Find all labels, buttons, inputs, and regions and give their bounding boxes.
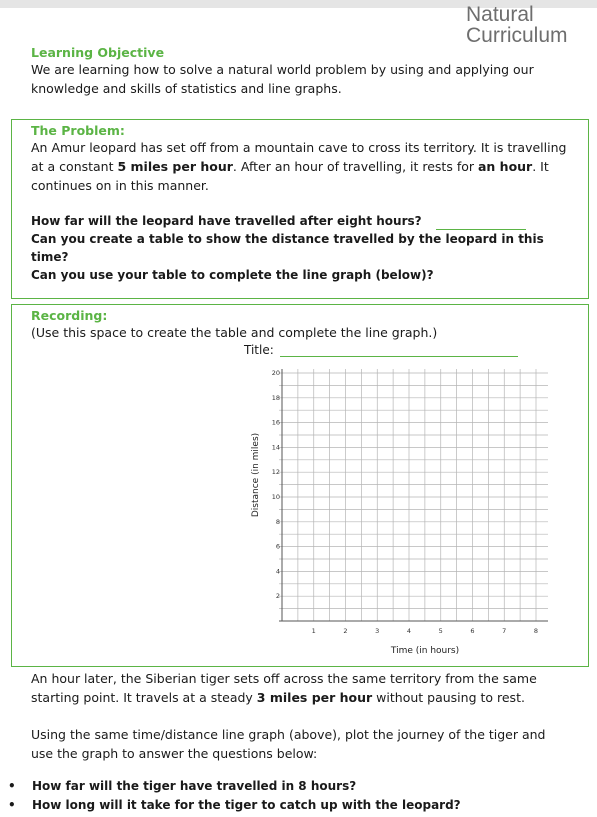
line-graph xyxy=(232,365,572,665)
x-tick-label: 7 xyxy=(502,627,507,635)
learning-objective xyxy=(31,45,571,98)
problem-text: An Amur leopard has set off from a mountain cave to cross its territory. It is travelling at a constant 5 miles per hour. After an hour of travelling, it rests for an hour. It continues on in this manner. xyxy=(31,140,567,193)
recording-heading: Recording: xyxy=(31,308,108,323)
x-tick-label: 4 xyxy=(406,627,412,635)
x-tick-label: 5 xyxy=(438,627,443,635)
logo-line-2: Curriculum xyxy=(466,24,568,47)
y-axis-label: Distance (in miles) xyxy=(251,432,261,518)
tiger-instructions: Using the same time/distance line graph (above), plot the journey of the tiger and use the graph to answer the questions below: xyxy=(31,727,546,761)
learning-objective-text: We are learning how to solve a natural world problem by using and applying our knowledge and skills of statistics and line graphs. xyxy=(31,62,534,96)
y-tick-label: 14 xyxy=(271,443,280,452)
y-tick-label: 12 xyxy=(271,468,280,477)
bullet-question-2: • How long will it take for the tiger to catch up with the leopard? xyxy=(8,798,461,812)
logo xyxy=(466,4,568,46)
recording-instruction: (Use this space to create the table and complete the line graph.) xyxy=(31,325,438,340)
y-tick-label: 18 xyxy=(271,393,280,402)
answer-blank[interactable] xyxy=(436,217,526,230)
x-tick-label: 8 xyxy=(533,627,539,635)
recording-box xyxy=(11,304,589,667)
y-tick-label: 4 xyxy=(275,567,280,576)
question-list xyxy=(8,777,588,815)
learning-objective-heading: Learning Objective xyxy=(31,45,165,60)
x-axis-label: Time (in hours) xyxy=(390,646,460,656)
tiger-section xyxy=(31,669,571,763)
chart-title-row xyxy=(244,343,518,357)
question-1: How far will the leopard have travelled after eight hours? xyxy=(31,212,576,230)
bullet-question-1: • How far will the tiger have travelled in 8 hours? xyxy=(8,779,357,793)
title-label: Title: xyxy=(244,343,274,357)
y-tick-label: 20 xyxy=(271,369,280,377)
y-tick-label: 8 xyxy=(275,517,280,526)
x-tick-label: 6 xyxy=(470,627,475,635)
problem-heading: The Problem: xyxy=(31,123,125,138)
x-tick-label: 1 xyxy=(311,627,316,635)
y-tick-label: 6 xyxy=(275,542,280,551)
logo-line-1: Natural xyxy=(466,3,534,26)
question-3: Can you use your table to complete the line graph (below)? xyxy=(31,268,434,282)
y-tick-label: 16 xyxy=(271,418,280,427)
y-tick-label: 2 xyxy=(275,592,280,601)
y-tick-label: 10 xyxy=(271,493,280,501)
x-tick-label: 3 xyxy=(375,627,380,635)
tiger-text: An hour later, the Siberian tiger sets off across the same territory from the same starting point. It travels at a steady 3 miles per hour without pausing to rest. xyxy=(31,671,537,705)
title-blank[interactable] xyxy=(280,344,518,357)
question-2: Can you create a table to show the distance travelled by the leopard in this time? xyxy=(31,232,544,264)
x-tick-label: 2 xyxy=(343,627,348,635)
problem-box xyxy=(11,119,589,299)
